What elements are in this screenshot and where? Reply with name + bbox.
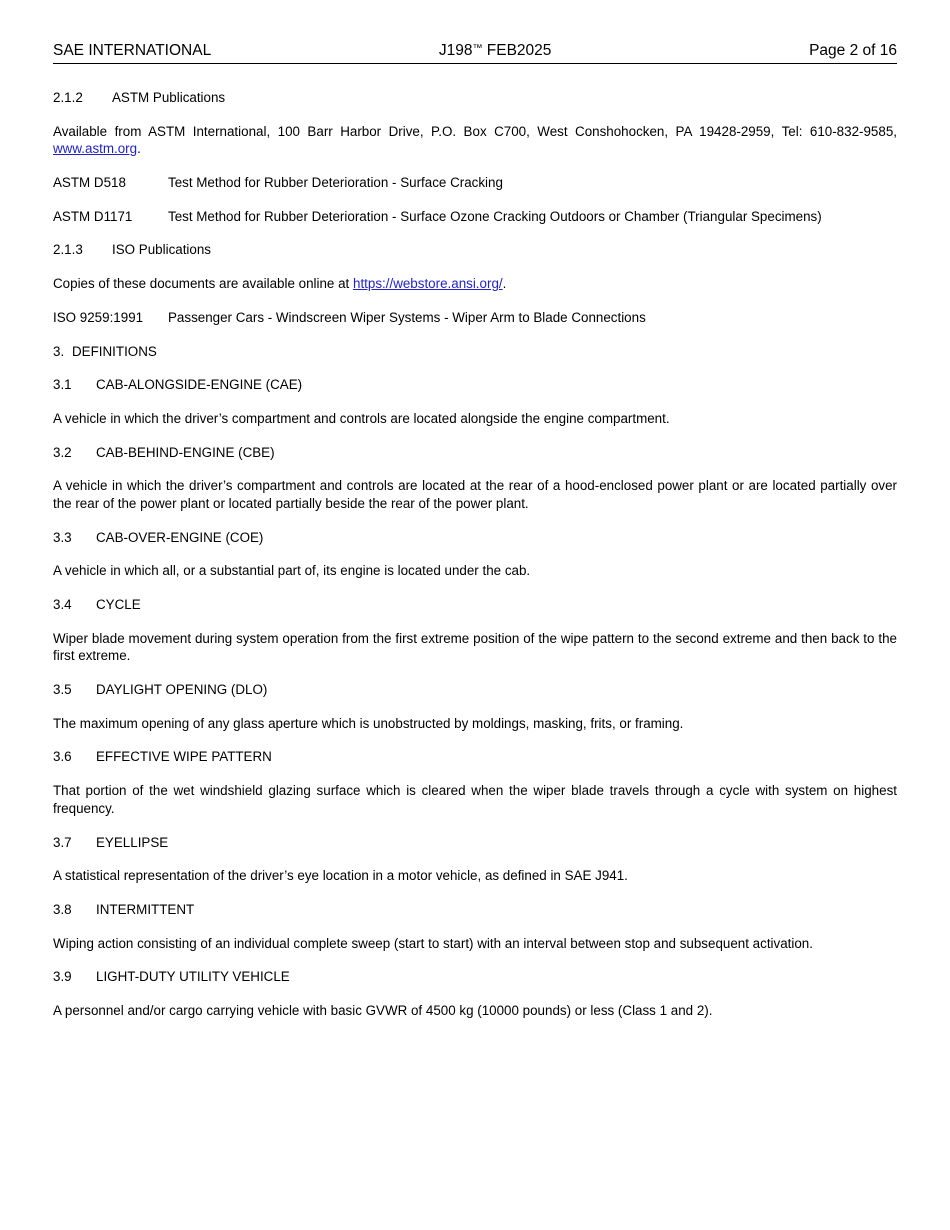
- definition-body-3-4: Wiper blade movement during system operation from the first extreme position of the wipe pattern to the second extreme and then back to the first extreme.: [53, 630, 897, 664]
- heading-label: 3.3: [53, 529, 72, 545]
- reference-title: Test Method for Rubber Deterioration - Surface Ozone Cracking Outdoors or Chamber (Triangular Specimens): [168, 208, 822, 224]
- heading-iso-publications: [53, 241, 897, 259]
- heading-definition-3-2: [53, 444, 897, 462]
- trademark-icon: ™: [472, 42, 483, 54]
- heading-definition-3-6: [53, 748, 897, 766]
- astm-website-link[interactable]: www.astm.org: [53, 141, 138, 157]
- heading-label: 3.6: [53, 749, 72, 765]
- heading-label: 2.1.2: [53, 90, 83, 105]
- header-document-id: [181, 42, 809, 60]
- heading-text: CAB-BEHIND-ENGINE (CBE): [96, 444, 275, 460]
- heading-label: 3.2: [53, 444, 72, 460]
- heading-label: 3.1: [53, 377, 72, 393]
- iso-availability-period: .: [502, 276, 507, 292]
- page-header: [53, 0, 897, 64]
- reference-code: ASTM D1171: [53, 208, 133, 224]
- definition-body-3-3: A vehicle in which all, or a substantial part of, its engine is located under the cab.: [53, 563, 531, 579]
- heading-text: CAB-ALONGSIDE-ENGINE (CAE): [96, 377, 303, 393]
- heading-definition-3-4: [53, 596, 897, 614]
- heading-text: DEFINITIONS: [72, 343, 157, 359]
- heading-text: ASTM Publications: [112, 90, 226, 105]
- heading-label: 3.7: [53, 834, 72, 850]
- document-body: [53, 64, 897, 1020]
- heading-text: CAB-OVER-ENGINE (COE): [96, 529, 264, 545]
- heading-definition-3-8: [53, 901, 897, 919]
- astm-availability-text: Available from ASTM International, 100 Barr Harbor Drive, P.O. Box C700, West Conshohocken, PA 19428-2959, Tel: 610-832-9585,: [53, 123, 897, 139]
- definition-body-3-2: A vehicle in which the driver’s compartment and controls are located at the rear of a hood-enclosed power plant or are located partially over the rear of the power plant or located partially beside the rear of the power plant.: [53, 478, 897, 511]
- reference-title: Test Method for Rubber Deterioration - Surface Cracking: [168, 175, 503, 191]
- heading-text: CYCLE: [96, 597, 141, 612]
- definition-body-3-7: A statistical representation of the driver’s eye location in a motor vehicle, as defined in SAE J941.: [53, 868, 628, 884]
- heading-definition-3-1: [53, 376, 897, 394]
- reference-entry-astm-d518: [53, 174, 897, 192]
- heading-label: 2.1.3: [53, 242, 83, 258]
- heading-definitions: [53, 343, 897, 361]
- heading-text: ISO Publications: [112, 242, 211, 258]
- astm-availability-paragraph: [53, 123, 897, 158]
- heading-label: 3.8: [53, 901, 72, 917]
- iso-availability-paragraph: [53, 275, 897, 293]
- header-page-number: Page 2 of 16: [809, 42, 897, 59]
- reference-entry-astm-d1171: [53, 208, 897, 226]
- heading-definition-3-5: [53, 681, 897, 699]
- reference-title: Passenger Cars - Windscreen Wiper Systems - Wiper Arm to Blade Connections: [168, 309, 646, 325]
- iso-availability-text: Copies of these documents are available online at: [53, 276, 353, 292]
- heading-label: 3.: [53, 343, 65, 359]
- header-document-date: FEB2025: [482, 42, 552, 59]
- heading-text: EFFECTIVE WIPE PATTERN: [96, 749, 272, 765]
- definition-body-3-5: The maximum opening of any glass aperture which is unobstructed by moldings, masking, frits, or framing.: [53, 715, 684, 731]
- heading-astm-publications: [53, 89, 897, 107]
- heading-text: LIGHT-DUTY UTILITY VEHICLE: [96, 969, 290, 985]
- definition-body-3-6: That portion of the wet windshield glazing surface which is cleared when the wiper blade travels through a cycle with system on highest frequency.: [53, 783, 897, 816]
- heading-text: EYELLIPSE: [96, 834, 169, 850]
- reference-code: ASTM D518: [53, 175, 126, 191]
- definition-body-3-9: A personnel and/or cargo carrying vehicle with basic GVWR of 4500 kg (10000 pounds) or less (Class 1 and 2).: [53, 1002, 713, 1018]
- definition-body-3-1: A vehicle in which the driver’s compartment and controls are located alongside the engine compartment.: [53, 410, 670, 426]
- heading-label: 3.4: [53, 597, 72, 612]
- heading-text: DAYLIGHT OPENING (DLO): [96, 682, 268, 698]
- heading-definition-3-3: [53, 529, 897, 547]
- heading-label: 3.9: [53, 969, 72, 985]
- reference-code: ISO 9259:1991: [53, 309, 144, 325]
- heading-definition-3-7: [53, 834, 897, 852]
- heading-text: INTERMITTENT: [96, 901, 195, 917]
- astm-availability-period: .: [137, 141, 141, 157]
- header-document-number: J198: [438, 42, 473, 59]
- heading-definition-3-9: [53, 968, 897, 986]
- reference-entry-iso-9259: [53, 309, 897, 327]
- ansi-webstore-link[interactable]: https://webstore.ansi.org/: [353, 276, 503, 292]
- header-organization: SAE INTERNATIONAL: [53, 42, 212, 59]
- definition-body-3-8: Wiping action consisting of an individual complete sweep (start to start) with an interval between stop and subsequent activation.: [53, 935, 813, 951]
- heading-label: 3.5: [53, 682, 72, 698]
